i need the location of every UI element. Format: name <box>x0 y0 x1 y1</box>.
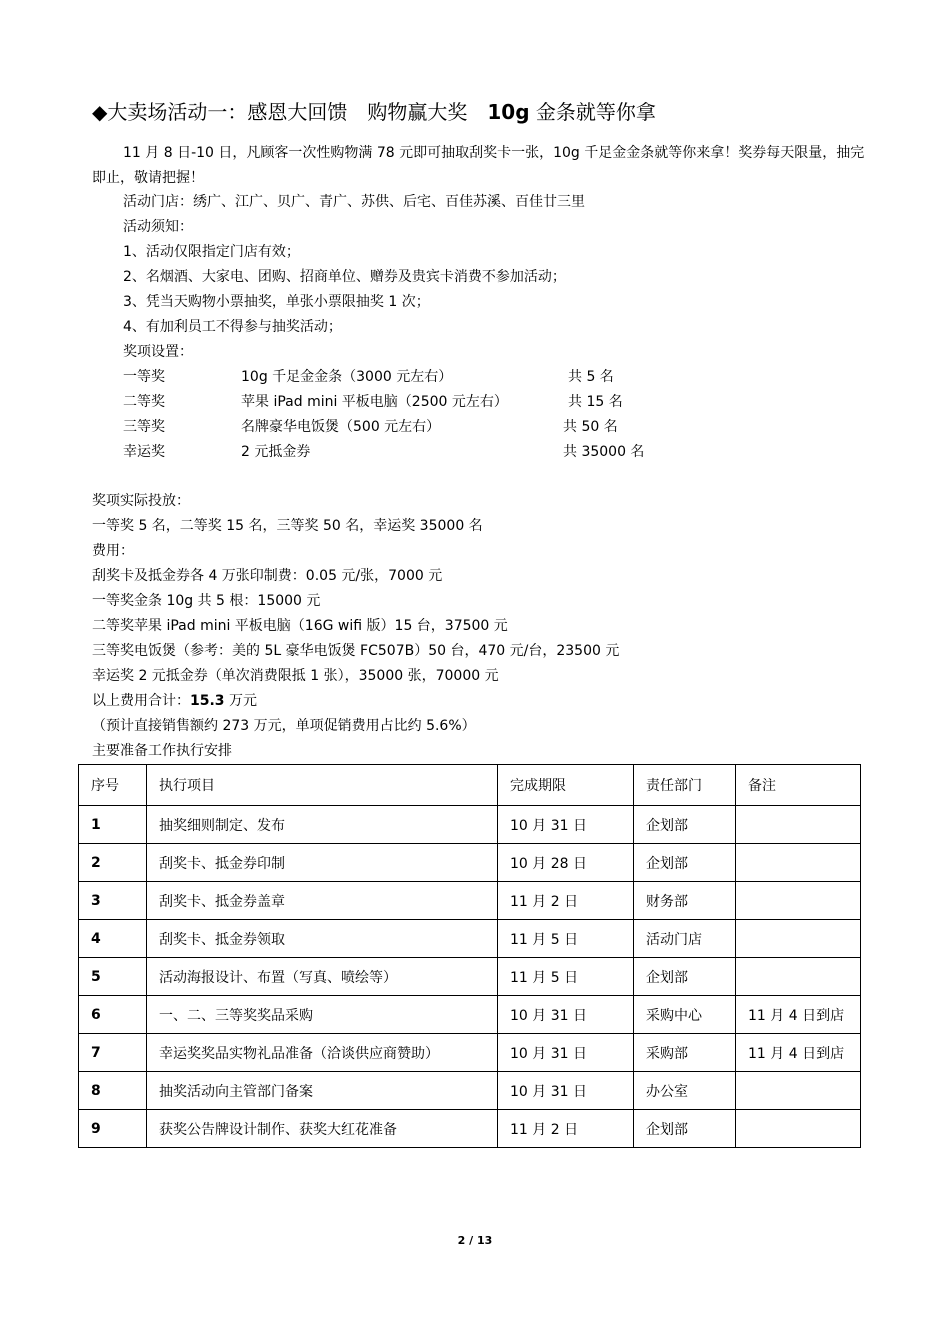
table-cell: 刮奖卡、抵金券领取 <box>147 920 498 958</box>
title-bold: 10g <box>487 100 530 124</box>
table-cell: 企划部 <box>634 958 736 996</box>
table-cell: 10 月 31 日 <box>498 806 634 844</box>
table-cell: 企划部 <box>634 844 736 882</box>
table-cell: 抽奖活动向主管部门备案 <box>147 1072 498 1110</box>
table-header-cell: 备注 <box>736 765 861 806</box>
prize-level: 三等奖 <box>123 419 165 435</box>
table-cell: 1 <box>79 806 147 844</box>
table-cell: 11 月 4 日到店 <box>736 996 861 1034</box>
title-suffix: 金条就等你拿 <box>529 100 656 124</box>
table-cell <box>736 806 861 844</box>
cost-item: 一等奖金条 10g 共 5 根：15000 元 <box>92 593 321 609</box>
prize-count: 共 5 名 <box>568 369 614 385</box>
table-cell: 10 月 31 日 <box>498 1072 634 1110</box>
table-cell <box>736 882 861 920</box>
total-prefix: 以上费用合计： <box>92 693 190 709</box>
table-row <box>79 882 861 920</box>
total-value: 15.3 <box>190 693 225 709</box>
cost-heading: 费用： <box>92 543 134 559</box>
table-row <box>79 958 861 996</box>
table-row <box>79 1110 861 1148</box>
prize-row <box>0 415 950 440</box>
prize-item: 苹果 iPad mini 平板电脑（2500 元左右） <box>241 394 508 410</box>
notice-item: 4、有加利员工不得参与抽奖活动； <box>123 319 342 335</box>
table-cell: 10 月 31 日 <box>498 996 634 1034</box>
notice-item: 2、名烟酒、大家电、团购、招商单位、赠券及贵宾卡消费不参加活动； <box>123 269 566 285</box>
title-prefix: ◆大卖场活动一：感恩大回馈 购物赢大奖 <box>92 100 488 124</box>
table-cell: 活动门店 <box>634 920 736 958</box>
prize-count: 共 50 名 <box>563 419 618 435</box>
notice-item: 3、凭当天购物小票抽奖，单张小票限抽奖 1 次； <box>123 294 430 310</box>
prize-level: 一等奖 <box>123 369 165 385</box>
total-unit: 万元 <box>224 693 257 709</box>
estimate-line: （预计直接销售额约 273 万元，单项促销费用占比约 5.6%） <box>92 718 476 734</box>
page-title <box>92 96 656 125</box>
table-cell: 5 <box>79 958 147 996</box>
cost-item: 幸运奖 2 元抵金券（单次消费限抵 1 张），35000 张，70000 元 <box>92 668 499 684</box>
table-cell: 刮奖卡、抵金券印制 <box>147 844 498 882</box>
cost-item: 刮奖卡及抵金券各 4 万张印制费：0.05 元/张，7000 元 <box>92 568 443 584</box>
prize-count: 共 35000 名 <box>563 444 645 460</box>
prize-level: 幸运奖 <box>123 444 165 460</box>
notice-heading: 活动须知： <box>123 219 193 235</box>
prize-row <box>0 390 950 415</box>
table-cell: 幸运奖奖品实物礼品准备（洽谈供应商赞助） <box>147 1034 498 1072</box>
table-cell: 10 月 28 日 <box>498 844 634 882</box>
total-line <box>92 689 257 714</box>
table-row <box>79 1034 861 1072</box>
table-cell: 抽奖细则制定、发布 <box>147 806 498 844</box>
table-cell <box>736 1110 861 1148</box>
table-cell: 采购部 <box>634 1034 736 1072</box>
cost-item: 三等奖电饭煲（参考：美的 5L 豪华电饭煲 FC507B）50 台，470 元/台，23500 元 <box>92 643 620 659</box>
table-header-cell: 责任部门 <box>634 765 736 806</box>
table-cell: 办公室 <box>634 1072 736 1110</box>
page-number: 2 / 13 <box>457 1234 493 1247</box>
table-row <box>79 920 861 958</box>
table-cell: 11 月 5 日 <box>498 958 634 996</box>
table-cell <box>736 958 861 996</box>
table-row <box>79 996 861 1034</box>
table-cell <box>736 1072 861 1110</box>
table-cell: 一、二、三等奖奖品采购 <box>147 996 498 1034</box>
table-cell: 9 <box>79 1110 147 1148</box>
prize-item: 10g 千足金金条（3000 元左右） <box>241 369 453 385</box>
intro-paragraph: 11 月 8 日-10 日，凡顾客一次性购物满 78 元即可抽取刮奖卡一张，10g 千足金金条就等你来拿！奖券每天限量，抽完即止，敬请把握！ <box>92 145 865 186</box>
table-cell: 财务部 <box>634 882 736 920</box>
prize-count: 共 15 名 <box>568 394 623 410</box>
stores-line: 活动门店：绣广、江广、贝广、青广、苏供、后宅、百佳苏溪、百佳廿三里 <box>123 194 585 210</box>
prize-item: 名牌豪华电饭煲（500 元左右） <box>241 419 441 435</box>
table-cell: 企划部 <box>634 806 736 844</box>
table-cell: 6 <box>79 996 147 1034</box>
prize-item: 2 元抵金券 <box>241 444 311 460</box>
schedule-heading: 主要准备工作执行安排 <box>92 743 232 759</box>
table-row <box>79 806 861 844</box>
table-cell: 4 <box>79 920 147 958</box>
table-header-cell: 执行项目 <box>147 765 498 806</box>
table-row <box>79 844 861 882</box>
prize-row <box>0 365 950 390</box>
table-header-row <box>79 765 861 806</box>
table-cell: 2 <box>79 844 147 882</box>
notice-item: 1、活动仅限指定门店有效； <box>123 244 300 260</box>
table-header-cell: 序号 <box>79 765 147 806</box>
table-cell: 刮奖卡、抵金券盖章 <box>147 882 498 920</box>
table-cell: 7 <box>79 1034 147 1072</box>
table-cell: 11 月 2 日 <box>498 882 634 920</box>
table-cell: 3 <box>79 882 147 920</box>
schedule-table <box>78 764 861 1148</box>
table-header-cell: 完成期限 <box>498 765 634 806</box>
table-cell: 采购中心 <box>634 996 736 1034</box>
prize-row <box>0 440 950 465</box>
cost-item: 二等奖苹果 iPad mini 平板电脑（16G wifi 版）15 台，37500 元 <box>92 618 508 634</box>
table-cell <box>736 844 861 882</box>
table-cell: 获奖公告牌设计制作、获奖大红花准备 <box>147 1110 498 1148</box>
prize-heading: 奖项设置： <box>123 344 193 360</box>
actual-line: 一等奖 5 名，二等奖 15 名，三等奖 50 名，幸运奖 35000 名 <box>92 518 483 534</box>
table-cell: 11 月 2 日 <box>498 1110 634 1148</box>
table-cell: 活动海报设计、布置（写真、喷绘等） <box>147 958 498 996</box>
table-row <box>79 1072 861 1110</box>
prize-level: 二等奖 <box>123 394 165 410</box>
table-cell: 企划部 <box>634 1110 736 1148</box>
table-cell: 10 月 31 日 <box>498 1034 634 1072</box>
actual-heading: 奖项实际投放： <box>92 493 190 509</box>
table-cell <box>736 920 861 958</box>
table-cell: 11 月 5 日 <box>498 920 634 958</box>
table-cell: 11 月 4 日到店 <box>736 1034 861 1072</box>
table-cell: 8 <box>79 1072 147 1110</box>
